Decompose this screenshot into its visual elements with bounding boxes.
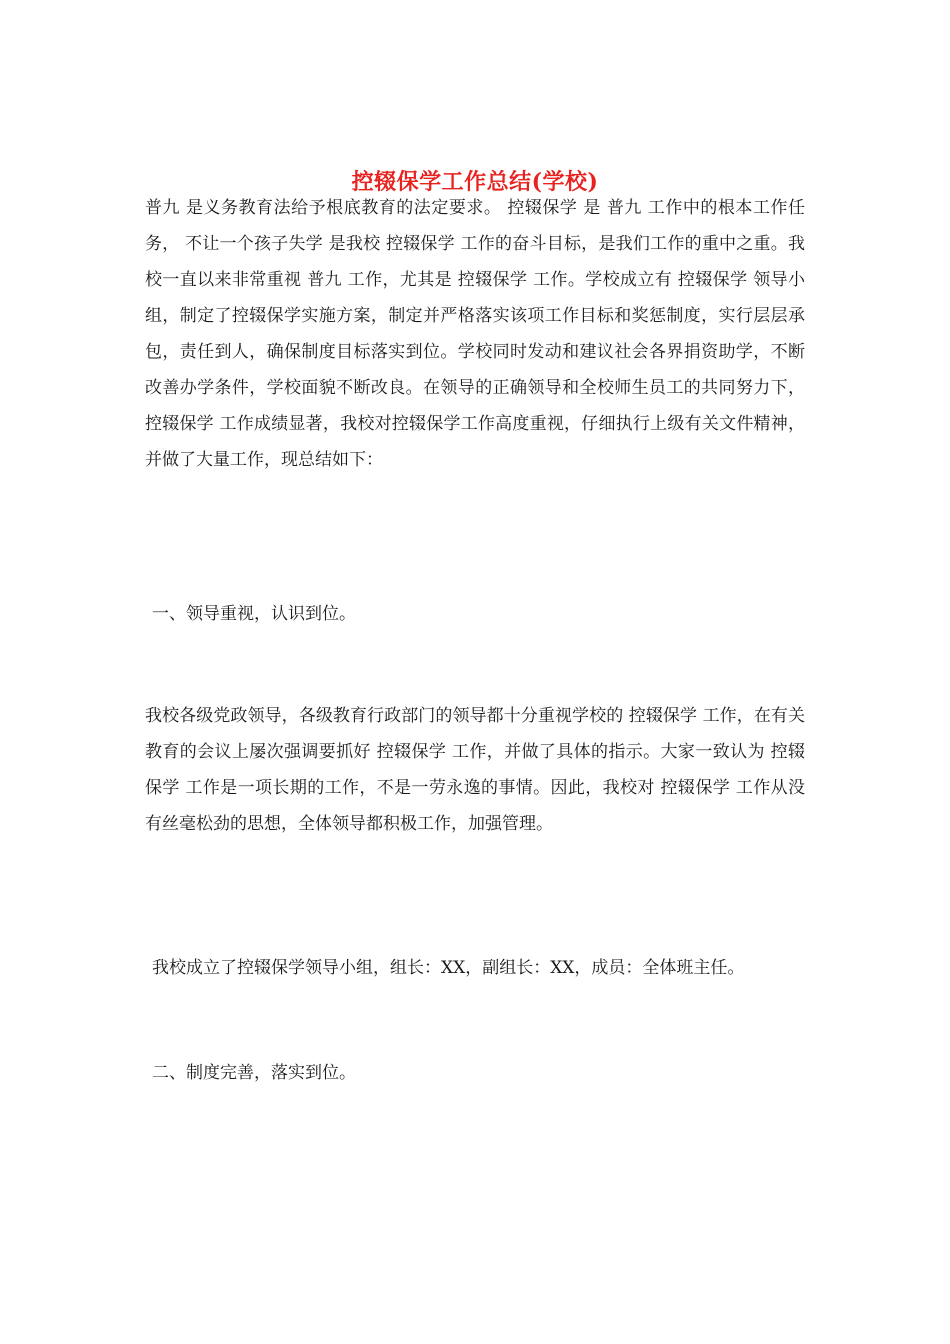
- section-1-heading: 一、领导重视，认识到位。: [152, 604, 356, 624]
- section-1-paragraph-2: 我校成立了控辍保学领导小组，组长：XX，副组长：XX，成员：全体班主任。: [152, 958, 745, 978]
- document-title: 控辍保学工作总结(学校): [351, 168, 599, 195]
- intro-paragraph: 普九 是义务教育法给予根底教育的法定要求。 控辍保学 是 普九 工作中的根本工作任务， 不让一个孩子失学 是我校 控辍保学 工作的奋斗目标，是我们工作的重中之重。我校一直以来非常重视 普九 工作，尤其是 控辍保学 工作。学校成立有 控辍保学 领导小组，制定了控辍保学实施方案，制定并严格落实该项工作目标和奖惩制度，实行层层承包，责任到人，确保制度目标落实到位。学校同时发动和建议社会各界捐资助学，不断改善办学条件，学校面貌不断改良。在领导的正确领导和全校师生员工的共同努力下， 控辍保学 工作成绩显著，我校对控辍保学工作高度重视，仔细执行上级有关文件精神，并做了大量工作，现总结如下：: [145, 198, 805, 470]
- section-1-paragraph-1: 我校各级党政领导，各级教育行政部门的领导都十分重视学校的 控辍保学 工作，在有关教育的会议上屡次强调要抓好 控辍保学 工作，并做了具体的指示。大家一致认为 控辍保学 工作是一项长期的工作，不是一劳永逸的事情。因此，我校对 控辍保学 工作从没有丝毫松劲的思想，全体领导都积极工作，加强管理。: [145, 706, 805, 834]
- section-2-heading: 二、制度完善，落实到位。: [152, 1063, 356, 1083]
